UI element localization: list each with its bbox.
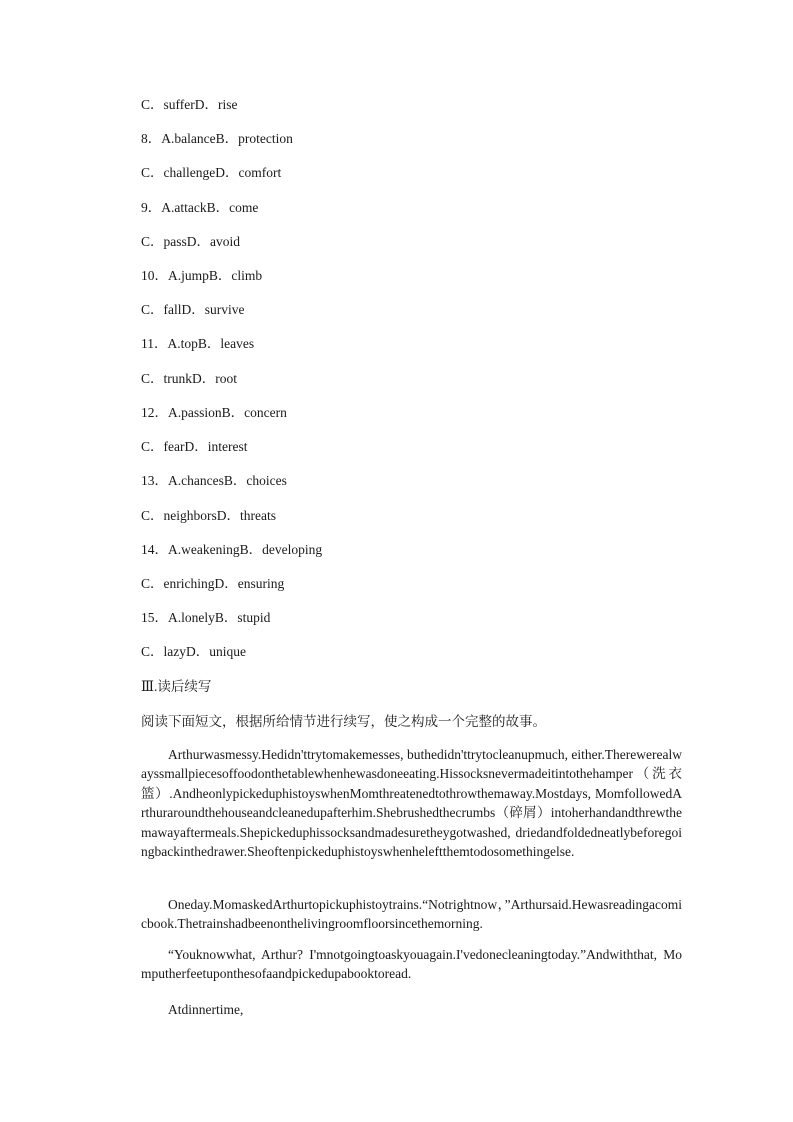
option-line: 15．A.lonelyB．stupid xyxy=(141,610,271,625)
story-paragraph: “Youknowwhat, Arthur? I'mnotgoingtoaskyouagain.I'vedonecleaningtoday.”Andwiththat, Momputherfeetuponthesofaandpickedupabooktoread. xyxy=(141,947,682,982)
option-line: C．fallD．survive xyxy=(141,302,245,317)
section-title: Ⅲ.读后续写 xyxy=(141,679,212,694)
story-paragraph: Arthurwasmessy.Hedidn'ttrytomakemesses, buthedidn'ttrytocleanupmuch, either.Therewerealwayssmallpiecesoffoodonthetablewhenhewasdoneeating.Hissocksnevermadeitintothehamper（洗衣篮）.AndheonlypickeduphistoyswhenMomthreatenedtothrowthemaway.Mostdays, MomfollowedArthuraroundthehouseandcleanedupafterhim.Shebrushedthecrumbs（碎屑）intoherhandandthrewthemawayaftermeals.Shepickeduphissocksandmadesuretheygotwashed, driedandfoldedneatlybeforegoingbackinthedrawer.Sheoftenpickeduphistoyswhenheleftthemtodosomethingelse. xyxy=(141,747,682,860)
option-line: 8．A.balanceB．protection xyxy=(141,131,293,146)
option-line: C．lazyD．unique xyxy=(141,644,246,659)
option-line: C．enrichingD．ensuring xyxy=(141,576,285,591)
option-line: 11．A.topB．leaves xyxy=(141,336,255,351)
story-paragraph: Oneday.MomaskedArthurtopickuphistoytrains.“Notrightnow，”Arthursaid.Hewasreadingacomicbook.Thetrainshadbeenonthelivingroomfloorsincethemorning. xyxy=(141,897,682,932)
option-line: C．sufferD．rise xyxy=(141,97,238,112)
option-line: 10．A.jumpB．climb xyxy=(141,268,263,283)
option-line: 9．A.attackB．come xyxy=(141,200,259,215)
option-line: C．challengeD．comfort xyxy=(141,165,282,180)
option-line: 13．A.chancesB．choices xyxy=(141,473,287,488)
option-line: 14．A.weakeningB．developing xyxy=(141,542,323,557)
option-line: C．neighborsD．threats xyxy=(141,508,276,523)
option-line: C．trunkD．root xyxy=(141,371,237,386)
option-line: C．fearD．interest xyxy=(141,439,248,454)
option-line: C．passD．avoid xyxy=(141,234,240,249)
option-line: 12．A.passionB．concern xyxy=(141,405,287,420)
instruction-text: 阅读下面短文，根据所给情节进行续写，使之构成一个完整的故事。 xyxy=(141,714,546,729)
story-paragraph: Atdinnertime, xyxy=(168,1002,244,1017)
